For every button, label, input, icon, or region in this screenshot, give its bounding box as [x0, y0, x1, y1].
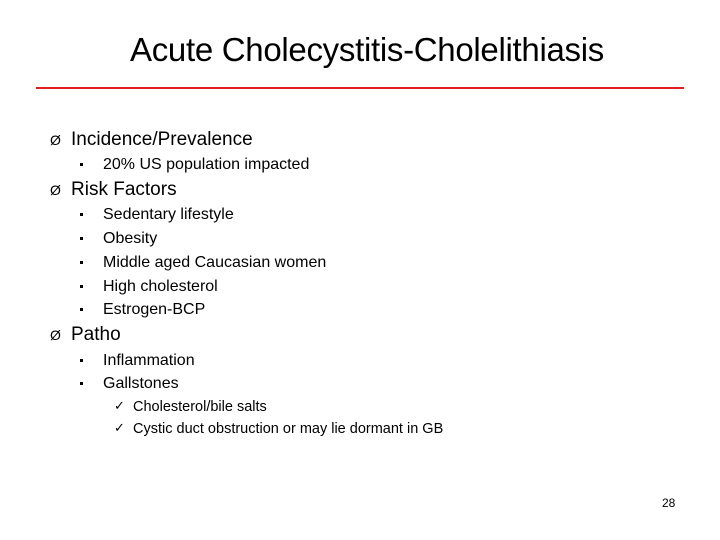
- square-bullet-icon: [80, 359, 83, 362]
- arrow-bullet-icon: Ø: [50, 182, 61, 198]
- square-bullet-icon: [80, 285, 83, 288]
- title-divider: [36, 87, 684, 89]
- subbullet-text: Sedentary lifestyle: [103, 206, 234, 223]
- subbullet-text: Middle aged Caucasian women: [103, 254, 327, 271]
- bullet-text: Patho: [71, 324, 121, 345]
- square-bullet-icon: [80, 213, 83, 216]
- slide-title: Acute Cholecystitis-Cholelithiasis: [130, 31, 604, 68]
- sub-subbullet-text: Cystic duct obstruction or may lie dormant in GB: [133, 421, 444, 437]
- subbullet-text: High cholesterol: [103, 278, 218, 295]
- arrow-bullet-icon: Ø: [50, 327, 61, 343]
- bullet-text: Risk Factors: [71, 179, 177, 200]
- subbullet-text: 20% US population impacted: [103, 156, 310, 173]
- square-bullet-icon: [80, 308, 83, 311]
- checkmark-icon: ✓: [114, 399, 125, 414]
- square-bullet-icon: [80, 261, 83, 264]
- subbullet-text: Obesity: [103, 230, 158, 247]
- arrow-bullet-icon: Ø: [50, 132, 61, 148]
- subbullet-text: Gallstones: [103, 375, 179, 392]
- page-number: 28: [662, 496, 676, 510]
- subbullet-text: Estrogen-BCP: [103, 301, 206, 318]
- bullet-text: Incidence/Prevalence: [71, 129, 253, 150]
- subbullet-text: Inflammation: [103, 352, 195, 369]
- square-bullet-icon: [80, 237, 83, 240]
- sub-subbullet-text: Cholesterol/bile salts: [133, 399, 267, 415]
- square-bullet-icon: [80, 382, 83, 385]
- square-bullet-icon: [80, 163, 83, 166]
- checkmark-icon: ✓: [114, 421, 125, 436]
